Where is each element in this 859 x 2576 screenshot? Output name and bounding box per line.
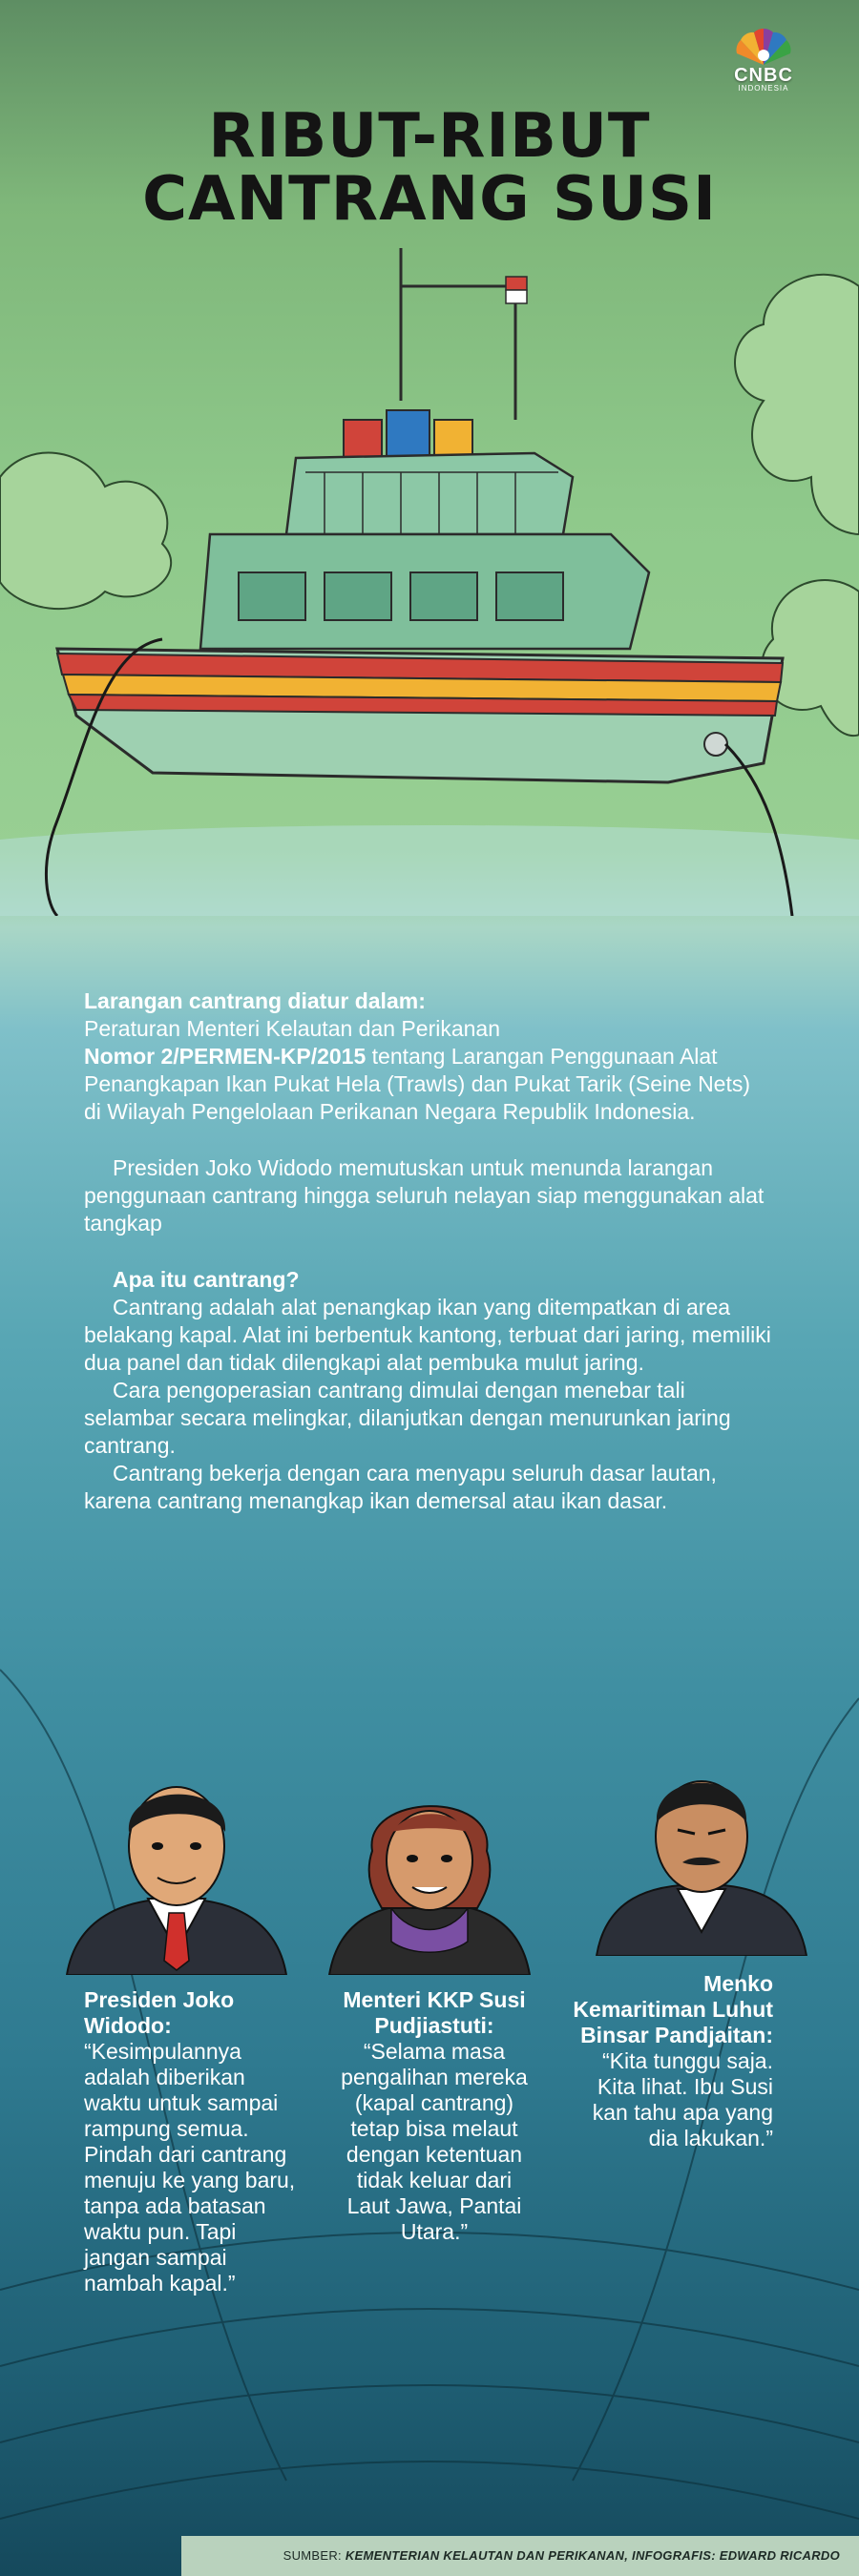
brand-logo	[721, 27, 807, 93]
president-decision: Presiden Joko Widodo memutuskan untuk menunda larangan penggunaan cantrang hingga seluruh nelayan siap menggunakan alat tangkap	[84, 1155, 765, 1236]
quote-susi-text: “Selama masa pengalihan mereka (kapal cantrang) tetap bisa melaut dengan ketentuan tidak keluar dari Laut Jawa, Pantai Utara.”	[341, 2039, 528, 2244]
source-bar	[181, 2536, 859, 2576]
quote-jokowi-name: Presiden Joko Widodo:	[84, 1987, 235, 2038]
boat-illustration	[0, 248, 859, 916]
paragraph-2: Cara pengoperasian cantrang dimulai dengan menebar tali selambar secara melingkar, dilanjutkan dengan menurunkan jaring cantrang.	[84, 1378, 731, 1458]
quote-luhut-name: Menko Kemaritiman Luhut Binsar Pandjaitan:	[573, 1971, 773, 2047]
quote-susi-name: Menteri KKP Susi Pudjiastuti:	[343, 1987, 526, 2038]
quote-jokowi	[84, 1987, 304, 2296]
portrait-joko-widodo	[57, 1755, 296, 1975]
boat-mast	[401, 248, 515, 420]
flag-icon	[506, 277, 527, 303]
paragraph-1: Cantrang adalah alat penangkap ikan yang ditempatkan di area belakang kapal. Alat ini berbentuk kantong, terbuat dari jaring, memiliki dua panel dan tidak dilengkapi alat pembuka mulut jaring.	[84, 1295, 771, 1375]
rule-intro: Peraturan Menteri Kelautan dan Perikanan	[84, 1016, 501, 1041]
portrait-luhut-pandjaitan	[592, 1755, 811, 1956]
title-line-2: CANTRANG SUSI	[142, 164, 717, 235]
what-heading: Apa itu cantrang?	[113, 1267, 300, 1292]
source-text: KEMENTERIAN KELAUTAN DAN PERIKANAN, INFOGRAFIS: EDWARD RICARDO	[345, 2548, 840, 2563]
rule-paragraph	[84, 1043, 771, 1126]
rule-number: Nomor 2/PERMEN-KP/2015	[84, 1044, 367, 1069]
title-line-1: RIBUT-RIBUT	[208, 101, 651, 172]
quote-luhut-text: “Kita tunggu saja. Kita lihat. Ibu Susi kan tahu apa yang dia lakukan.”	[592, 2048, 773, 2150]
paragraph-3: Cantrang bekerja dengan cara menyapu seluruh dasar lautan, karena cantrang menangkap ikan demersal atau ikan dasar.	[84, 1461, 717, 1513]
peacock-icon	[735, 27, 792, 67]
quote-luhut	[573, 1971, 773, 2151]
brand-name: CNBC	[734, 65, 793, 86]
rule-text: tentang Larangan Penggunaan Alat Penangkapan Ikan Pukat Hela (Trawls) dan Pukat Tarik (Seine Nets) di Wilayah Pengelolaan Perikanan Negara Republik Indonesia.	[84, 1044, 751, 1124]
source-label: SUMBER:	[283, 2548, 346, 2563]
cloud-left-icon	[0, 453, 171, 610]
quote-susi	[339, 1987, 530, 2245]
page-title	[0, 101, 859, 235]
info-section	[84, 987, 771, 1515]
info-lead: Larangan cantrang diatur dalam:	[84, 988, 426, 1013]
brand-sub: INDONESIA	[738, 84, 789, 93]
quote-jokowi-text: “Kesimpulannya adalah diberikan waktu untuk sampai rampung semua. Pindah dari cantrang menuju ke yang baru, tanpa ada batasan waktu pun. Tapi jangan sampai nambah kapal.”	[84, 2039, 296, 2296]
portrait-susi-pudjiastuti	[325, 1775, 534, 1975]
